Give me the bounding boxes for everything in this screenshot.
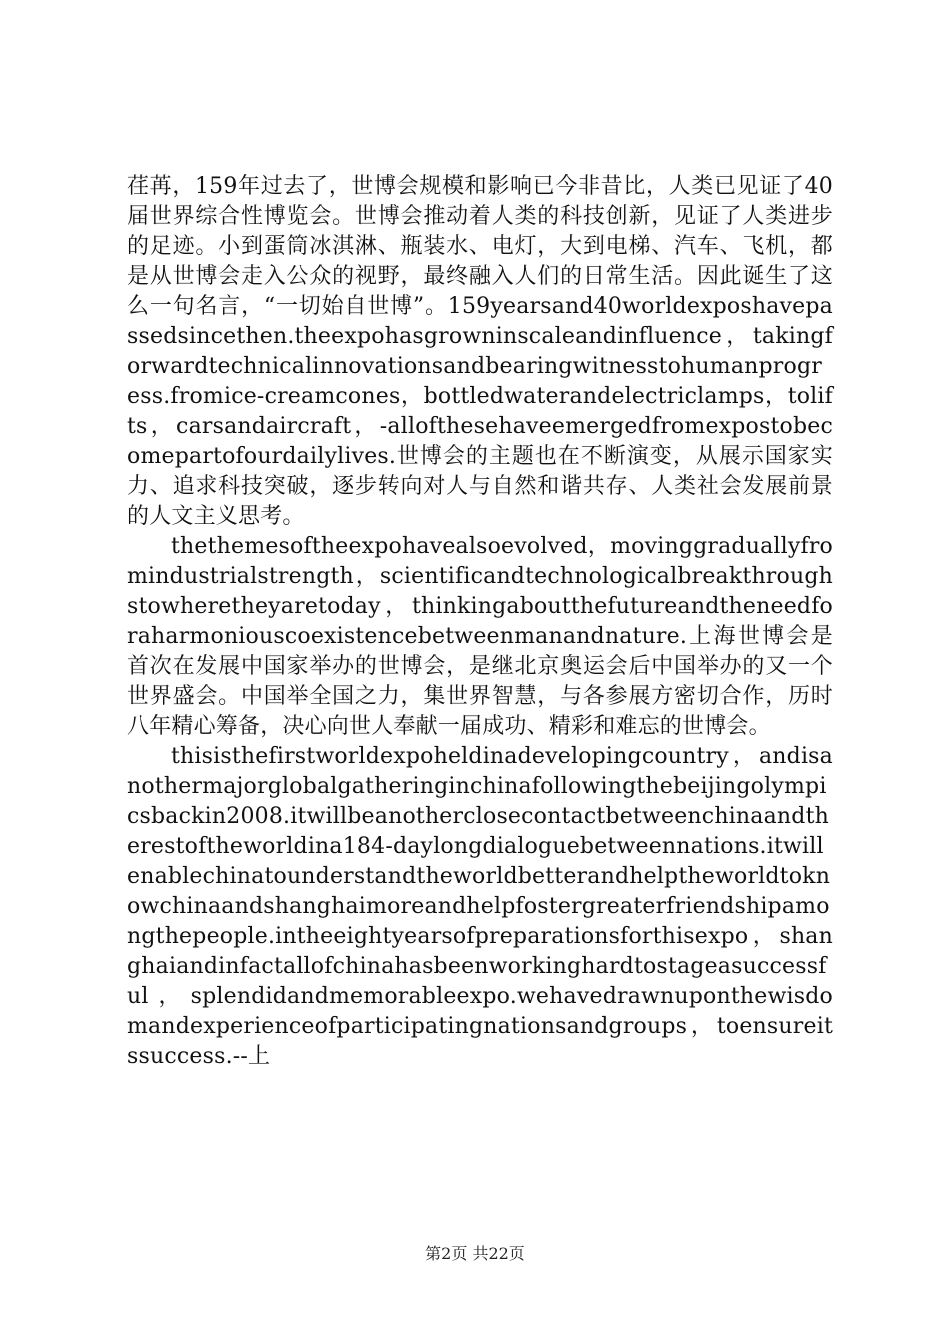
paragraph-first-expo-developing-country: thisisthefirstworldexpoheldinadevelopingcountry，andisanothermajorglobalgatheringinchinafollowingthebeijingolympicsbackin2008.itwillbeanotherclosecontactbetweenchinaandtherestoftheworldina184-daylongdialoguebetweennations.itwillenablechinatounderstandtheworldbetterandhelptheworldtoknowchinaandshanghaimoreandhelpfostergreaterfriendshipamongthepeople.intheeightyearsofpreparationsforthisexpo，shanghaiandinfactallofchinahasbeenworkinghardtostageasuccessful，splendidandmemorableexpo.wehavedrawnuponthewisdomandexperienceofparticipatingnationsandgroups，toensureitssuccess.--上: [127, 744, 833, 1069]
page-number-footer: 第2页 共22页: [425, 1244, 525, 1263]
document-body: [127, 172, 833, 1072]
paragraph-expo-themes: thethemesoftheexpohavealsoevolved，movinggraduallyfromindustrialstrength，scientificandtechnologicalbreakthroughstowheretheyaretoday，thinkingaboutthefutureandtheneedforaharmoniouscoexistencebetweenmanandnature.上海世博会是首次在发展中国家举办的世博会，是继北京奥运会后中国举办的又一个世界盛会。中国举全国之力，集世界智慧，与各参展方密切合作，历时八年精心筹备，决心向世人奉献一届成功、精彩和难忘的世博会。: [127, 534, 833, 739]
paragraph-expo-history: 荏苒，159年过去了，世博会规模和影响已今非昔比，人类已见证了40届世界综合性博览会。世博会推动着人类的科技创新，见证了人类进步的足迹。小到蛋筒冰淇淋、瓶装水、电灯，大到电梯、汽车、飞机，都是从世博会走入公众的视野，最终融入人们的日常生活。因此诞生了这么一句名言，“一切始自世博”。159yearsand40worldexposhavepassedsincethen.theexpohasgrowninscaleandinfluence，takingforwardtechnicalinnovationsandbearingwitnesstohumanprogress.fromice-creamcones，bottledwaterandelectriclamps，tolifts，carsandaircraft，-allofthesehaveemergedfromexpostobecomepartofourdailylives.世博会的主题也在不断演变，从展示国家实力、追求科技突破，逐步转向对人与自然和谐共存、人类社会发展前景的人文主义思考。: [127, 174, 833, 529]
